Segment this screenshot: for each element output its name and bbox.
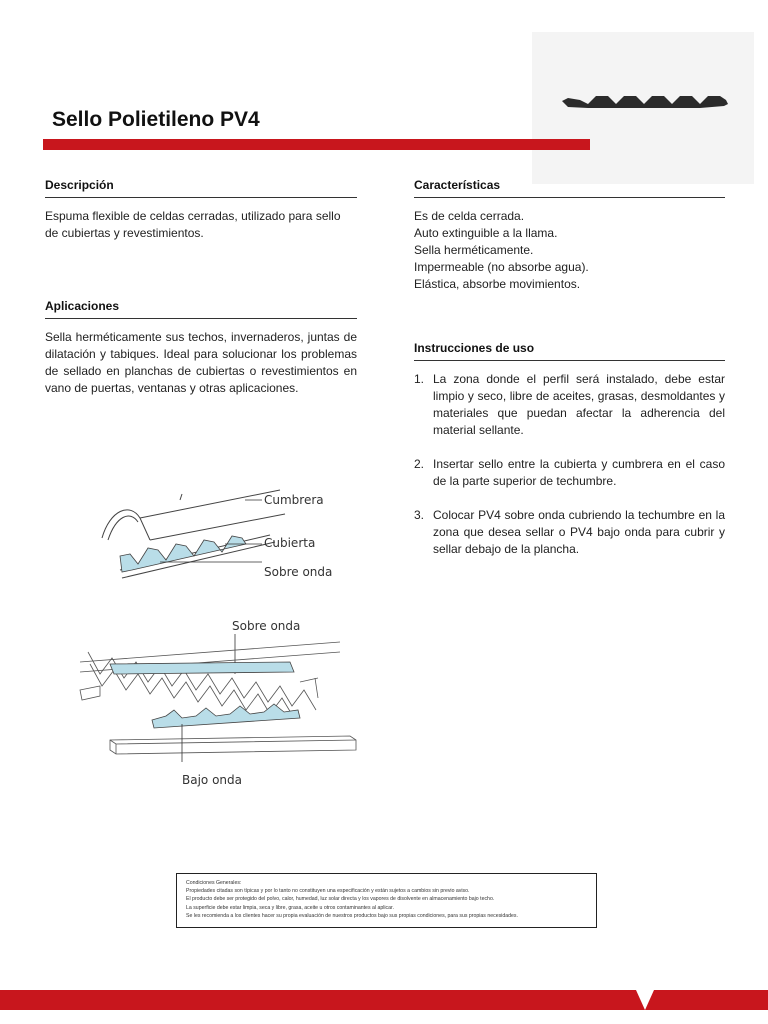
caracteristica-item: Elástica, absorbe movimientos. bbox=[414, 277, 581, 291]
title-bar bbox=[43, 139, 590, 150]
label-sobre-onda-top: Sobre onda bbox=[232, 619, 301, 633]
footer-notch bbox=[636, 990, 654, 1010]
step-text: Insertar sello entre la cubierta y cumbrera en el caso de la parte superior de techumbre. bbox=[433, 457, 725, 488]
caracteristica-item: Impermeable (no absorbe agua). bbox=[414, 260, 589, 274]
pv4-profile-icon bbox=[560, 92, 732, 118]
sobre-onda-strip bbox=[110, 662, 294, 674]
step-number: 2. bbox=[414, 457, 425, 471]
product-photo bbox=[532, 32, 754, 184]
step-number: 1. bbox=[414, 372, 425, 386]
instrucciones-heading: Instrucciones de uso bbox=[414, 341, 725, 361]
step-text: Colocar PV4 sobre onda cubriendo la techumbre en la zona que desea sellar o PV4 bajo onda para cubrir y sellar debajo de la plancha. bbox=[433, 508, 725, 556]
caracteristicas-heading: Características bbox=[414, 178, 725, 198]
label-bajo-onda: Bajo onda bbox=[182, 773, 242, 787]
conditions-box bbox=[176, 873, 597, 928]
conditions-line: Condiciones Generales: bbox=[186, 880, 242, 886]
aplicaciones-text: Sella herméticamente sus techos, invernaderos, juntas de dilatación y tabiques. Ideal para solucionar los problemas de sellado en planchas de cubiertas o revestimientos en vano de puertas, ventanas y otras aplicaciones. bbox=[45, 330, 357, 395]
sobre-onda-profile bbox=[120, 536, 246, 572]
conditions-line: La superficie debe estar limpia, seca y libre, grasa, aceite u otros contaminantes al aplicar. bbox=[186, 904, 394, 911]
label-sobre-onda: Sobre onda bbox=[264, 565, 333, 579]
exploded-diagram bbox=[60, 612, 360, 792]
conditions-line: Se les recomienda a los clientes hacer su propia evaluación de nuestros productos bajo sus propias condiciones, para sus propias necesidades. bbox=[186, 912, 518, 919]
ridge-diagram bbox=[60, 480, 360, 590]
caracteristicas-list bbox=[414, 208, 725, 293]
conditions-line: Propiedades citadas son típicas y por lo tanto no constituyen una especificación y están sujetos a cambios sin previo aviso. bbox=[186, 888, 470, 895]
step-number: 3. bbox=[414, 508, 425, 522]
caracteristica-item: Sella herméticamente. bbox=[414, 243, 534, 257]
page-title: Sello Polietileno PV4 bbox=[52, 108, 260, 131]
descripcion-heading: Descripción bbox=[45, 178, 357, 198]
descripcion-text: Espuma flexible de celdas cerradas, utilizado para sello de cubiertas y revestimientos. bbox=[45, 209, 341, 240]
step-text: La zona donde el perfil será instalado, debe estar limpio y seco, libre de aceites, grasas, desmoldantes y materiales que puedan afectar la adherencia del material sellante. bbox=[433, 372, 725, 437]
label-cubierta: Cubierta bbox=[264, 536, 316, 550]
aplicaciones-heading: Aplicaciones bbox=[45, 299, 357, 319]
caracteristica-item: Es de celda cerrada. bbox=[414, 209, 525, 223]
label-cumbrera: Cumbrera bbox=[264, 493, 324, 507]
instruccion-step bbox=[414, 371, 725, 439]
instruccion-step bbox=[414, 456, 725, 490]
instruccion-step bbox=[414, 507, 725, 558]
caracteristica-item: Auto extinguible a la llama. bbox=[414, 226, 558, 240]
bajo-onda-strip bbox=[152, 704, 300, 728]
instrucciones-list bbox=[414, 371, 725, 575]
conditions-line: El producto debe ser protegido del polvo, calor, humedad, luz solar directa y los vapores de disolvente en almacenamiento bajo techo. bbox=[186, 896, 495, 903]
